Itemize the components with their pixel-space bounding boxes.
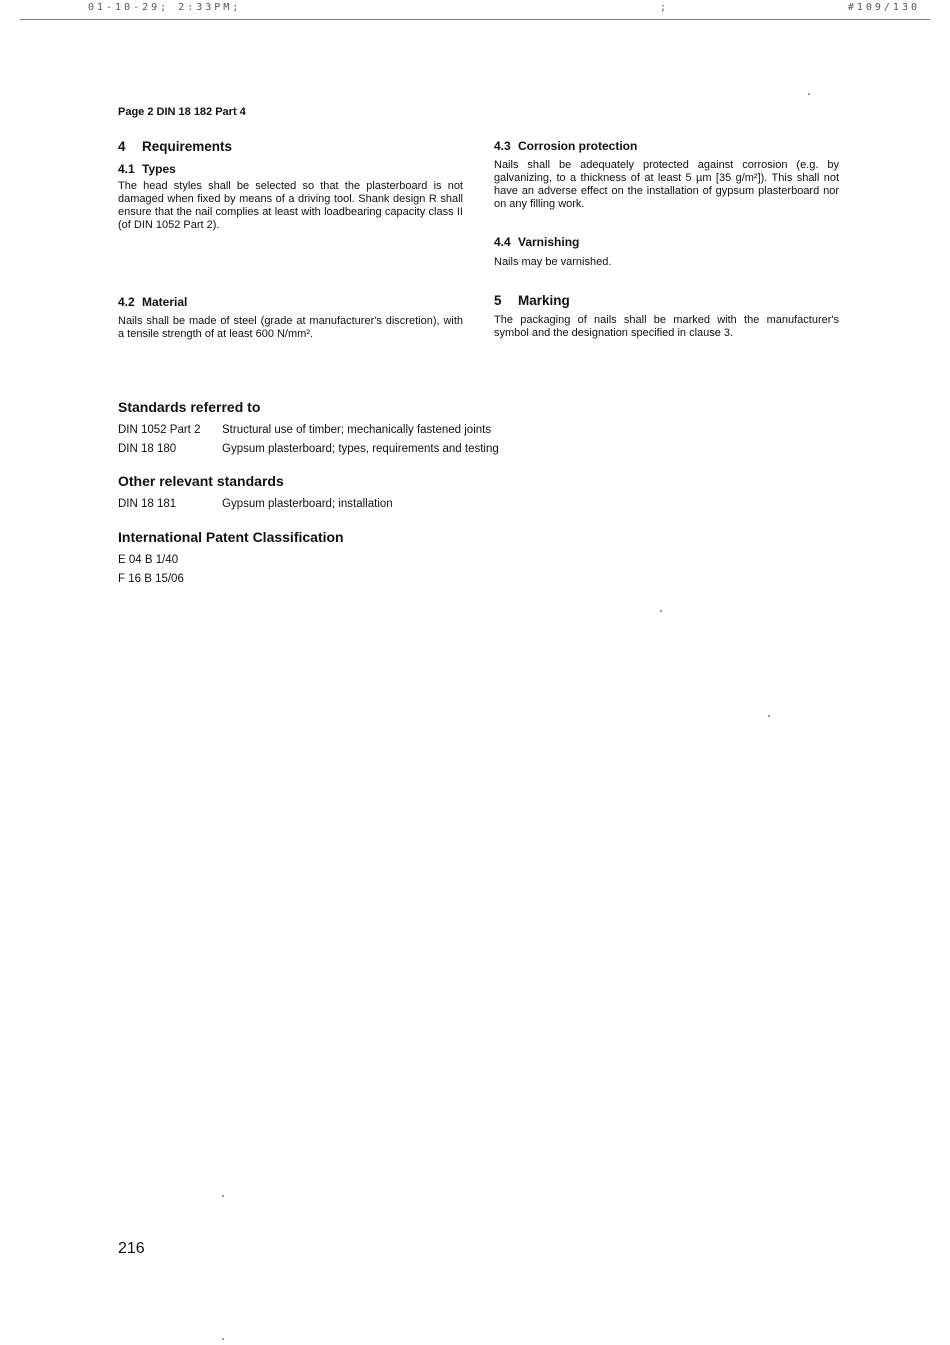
section-4-3-text: Nails shall be adequately protected against corrosion (e.g. by galvanizing, to a thickness of at least 5 µm [35 g/m²]). This shall not have an adverse effect on the installation of gypsum plasterboard nor on any filling work. — [494, 159, 839, 210]
standard-code: DIN 18 181 — [118, 498, 177, 510]
standard-row — [118, 421, 499, 440]
ipc-block — [118, 529, 344, 589]
section-5-heading: 5 Marking — [494, 293, 570, 308]
section-4-2 — [118, 296, 463, 341]
other-standards-heading: Other relevant standards — [118, 473, 284, 489]
scan-speck — [222, 1338, 224, 1340]
standard-desc: Gypsum plasterboard; types, requirements and testing — [222, 443, 499, 455]
section-5 — [494, 294, 839, 340]
scan-speck — [808, 93, 810, 95]
page-number: 216 — [118, 1240, 145, 1257]
section-4-1-heading: 4.1 Types — [118, 162, 176, 176]
scan-speck — [768, 715, 770, 717]
ipc-code: F 16 B 15/06 — [118, 573, 184, 585]
ipc-heading: International Patent Classification — [118, 529, 344, 545]
standard-row — [118, 440, 499, 459]
other-standards-block — [118, 473, 393, 514]
section-4-2-text: Nails shall be made of steel (grade at manufacturer's discretion), with a tensile strength of at least 600 N/mm². — [118, 315, 463, 340]
scan-speck — [660, 610, 662, 612]
fax-header-left: 01-10-29; 2:33PM; — [88, 2, 242, 13]
standard-code: DIN 18 180 — [118, 443, 177, 455]
standard-desc: Structural use of timber; mechanically fastened joints — [222, 424, 492, 436]
section-4 — [118, 140, 463, 153]
standard-code: DIN 1052 Part 2 — [118, 424, 201, 436]
section-4-4 — [494, 236, 839, 269]
section-4-1 — [118, 163, 463, 232]
section-4-3 — [494, 140, 839, 211]
standard-desc: Gypsum plasterboard; installation — [222, 498, 393, 510]
section-4-2-heading: 4.2 Material — [118, 295, 188, 309]
fax-rule — [20, 19, 930, 20]
section-4-4-heading: 4.4 Varnishing — [494, 235, 580, 249]
standard-row — [118, 495, 393, 514]
section-4-3-heading: 4.3 Corrosion protection — [494, 139, 638, 153]
fax-header-right: #109/130 — [847, 2, 920, 13]
standards-referred-block — [118, 399, 499, 459]
scan-speck — [222, 1195, 224, 1197]
page-header: Page 2 DIN 18 182 Part 4 — [118, 106, 246, 118]
standards-referred-heading: Standards referred to — [118, 399, 261, 415]
section-5-text: The packaging of nails shall be marked with the manufacturer's symbol and the designation specified in clause 3. — [494, 314, 839, 339]
fax-header-mid: ; — [660, 2, 670, 13]
ipc-code: E 04 B 1/40 — [118, 554, 179, 566]
section-4-4-text: Nails may be varnished. — [494, 256, 612, 268]
section-4-heading: 4 Requirements — [118, 139, 233, 154]
section-4-1-text: The head styles shall be selected so that the plasterboard is not damaged when fixed by means of a driving tool. Shank design R shall ensure that the nail complies at least with loadbearing capacity class II (of DIN 1052 Part 2). — [118, 180, 463, 231]
